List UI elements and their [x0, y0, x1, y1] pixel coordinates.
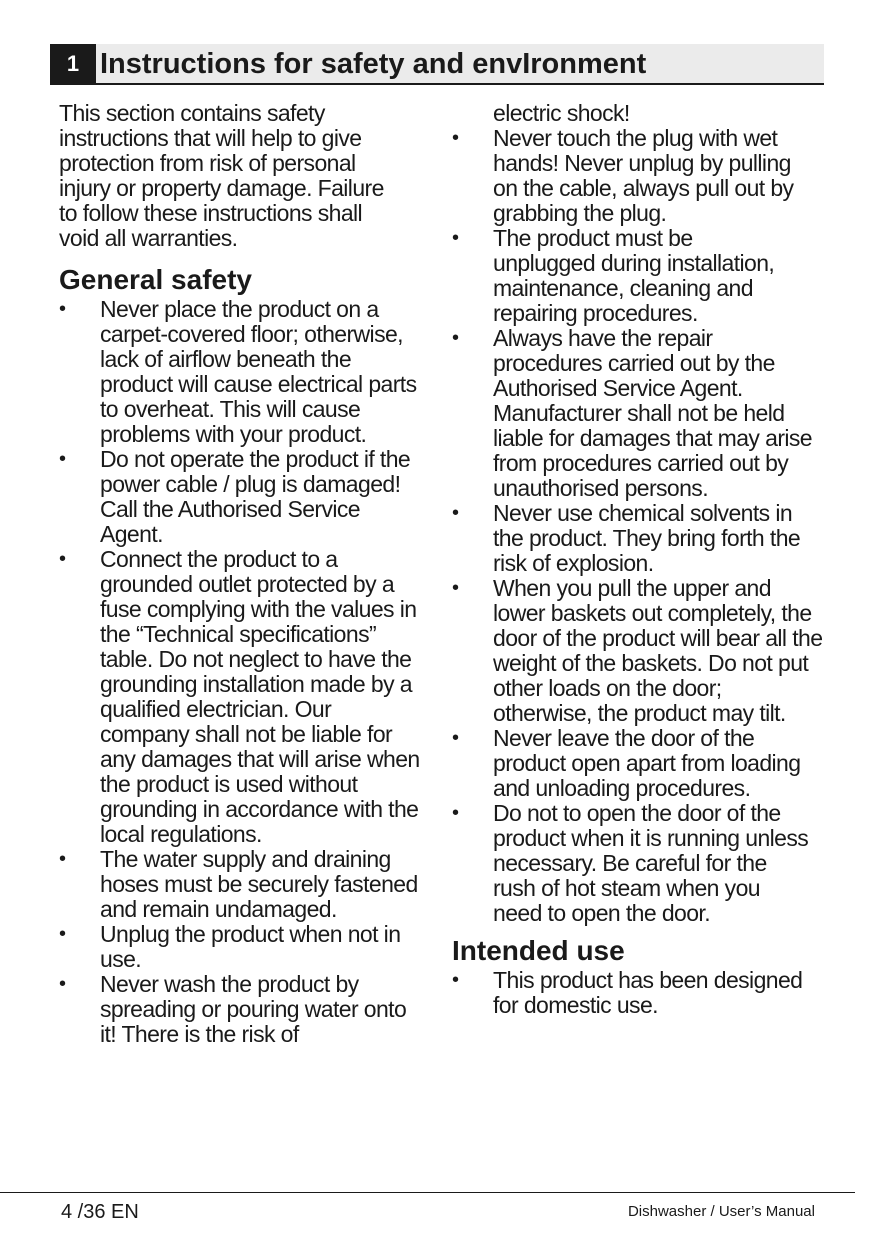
page-number: 4 /36 EN [61, 1201, 139, 1223]
footer-divider [0, 1192, 855, 1193]
bullet-icon: • [59, 548, 66, 570]
intended-use-heading: Intended use [452, 935, 625, 966]
general-safety-list-right [452, 126, 822, 926]
list-item: • The product must be unplugged during installation, maintenance, cleaning and repairing procedures. [452, 225, 775, 326]
general-safety-list-left [59, 297, 429, 1047]
chapter-number: 1 [50, 44, 96, 83]
bullet-icon: • [452, 227, 459, 249]
general-safety-heading: General safety [59, 264, 252, 295]
list-item: • When you pull the upper and lower baskets out completely, the door of the product will bear all the weight of the baskets. Do not put other loads on the door; otherwise, the product may tilt. [452, 575, 823, 726]
list-item: • The water supply and draining hoses must be securely fastened and remain undamaged. [59, 846, 418, 922]
list-item: • Do not operate the product if the power cable / plug is damaged! Call the Authorised Service Agent. [59, 446, 411, 547]
bullet-icon: • [452, 577, 459, 599]
bullet-icon: • [452, 327, 459, 349]
bullet-icon: • [59, 298, 66, 320]
bullet-icon: • [59, 848, 66, 870]
list-item: • Connect the product to a grounded outlet protected by a fuse complying with the values in the “Technical specifications” table. Do not neglect to have the grounding installation made by a qualified electrician. Our company shall not be liable for any damages that will arise when the product is used without grounding in accordance with the local regulations. [59, 546, 420, 847]
list-item: • Never leave the door of the product open apart from loading and unloading procedures. [452, 725, 801, 801]
left-column [59, 101, 429, 1047]
list-item: • Never wash the product by spreading or pouring water onto it! There is the risk of [59, 971, 407, 1047]
bullet-icon: • [59, 973, 66, 995]
bullet-icon: • [59, 923, 66, 945]
continued-text: electric shock! [493, 100, 630, 126]
bullet-icon: • [59, 448, 66, 470]
list-item: • Do not to open the door of the product when it is running unless necessary. Be careful for the rush of hot steam when you need to open the door. [452, 800, 809, 926]
list-item: • Unplug the product when not in use. [59, 921, 401, 972]
chapter-title: Instructions for safety and envIronment [100, 48, 647, 80]
list-item: • Never use chemical solvents in the product. They bring forth the risk of explosion. [452, 500, 801, 576]
intro-paragraph: This section contains safety instructions that will help to give protection from risk of personal injury or property damage. Failure to follow these instructions shall void all warranties. [59, 100, 384, 251]
list-item: • Always have the repair procedures carried out by the Authorised Service Agent. Manufacturer shall not be held liable for damages that may arise from procedures carried out by unauthorised persons. [452, 325, 812, 501]
bullet-icon: • [452, 727, 459, 749]
bullet-icon: • [452, 127, 459, 149]
chapter-header [50, 44, 824, 85]
document-title: Dishwasher / User’s Manual [627, 1203, 815, 1220]
right-column [452, 101, 822, 1018]
list-item: • Never place the product on a carpet-covered floor; otherwise, lack of airflow beneath the product will cause electrical parts to overheat. This will cause problems with your product. [59, 296, 417, 447]
bullet-icon: • [452, 969, 459, 991]
list-item: • This product has been designed for domestic use. [452, 967, 803, 1018]
bullet-icon: • [452, 802, 459, 824]
intended-use-list [452, 968, 822, 1018]
bullet-icon: • [452, 502, 459, 524]
list-item: • Never touch the plug with wet hands! Never unplug by pulling on the cable, always pull out by grabbing the plug. [452, 125, 794, 226]
